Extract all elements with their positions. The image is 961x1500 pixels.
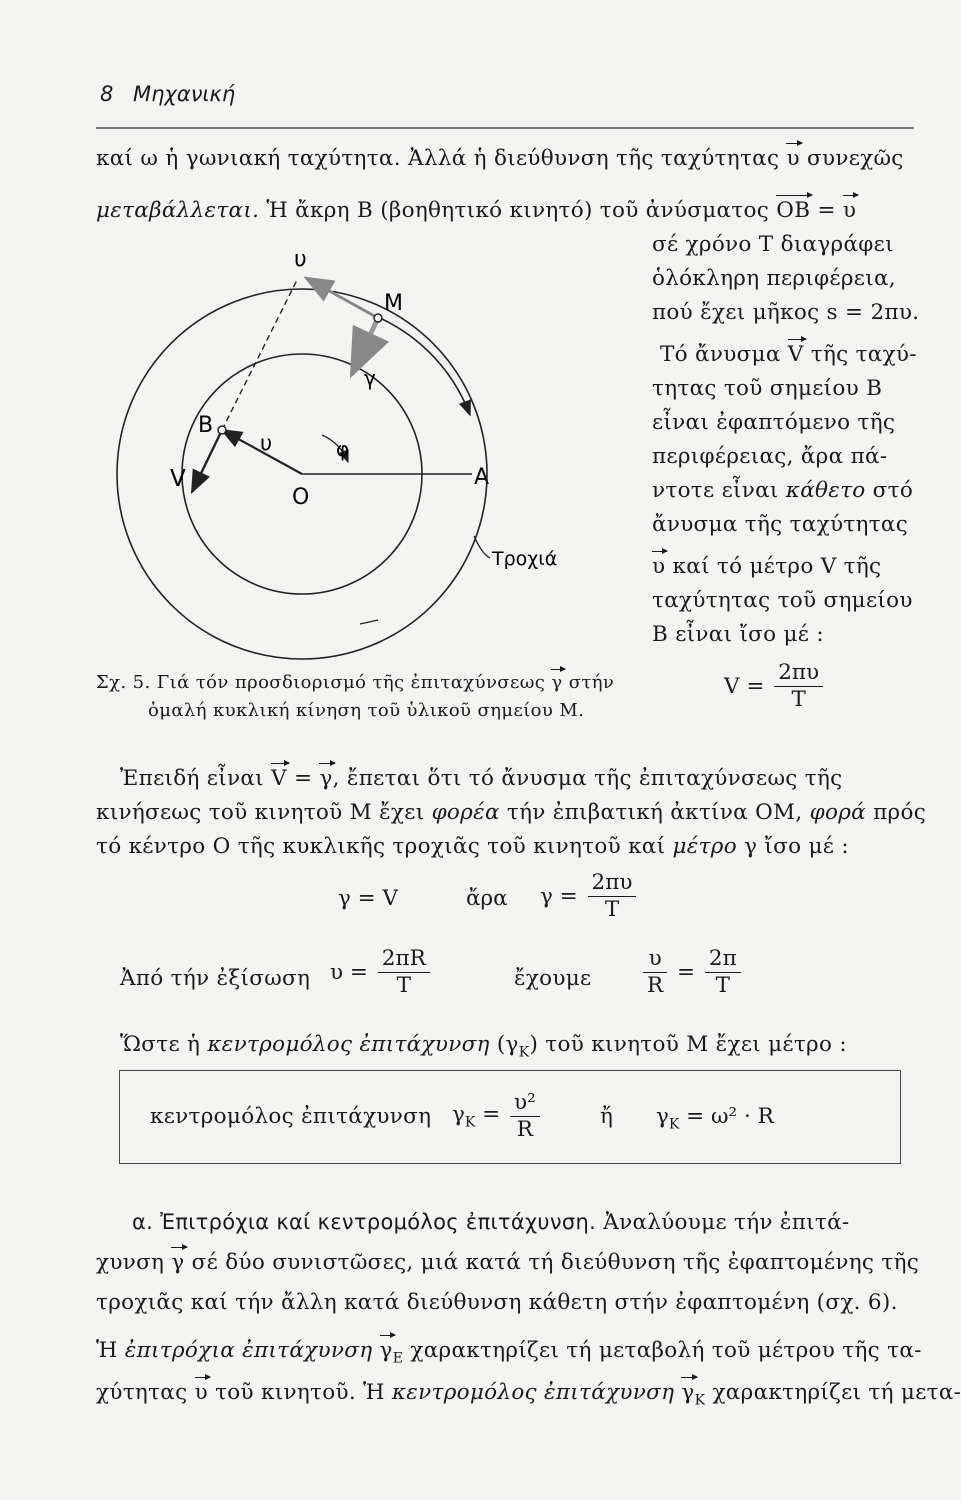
section-line-4: Ἡ ἐπιτρόχια ἐπιτάχυνση $\gamma_E$ χαρακτηρίζει τή μεταβολή τοῦ μέτρου τῆς τα- [96, 1338, 922, 1367]
p2-line-1: Ἐπειδή εἶναι V = γ, ἔπεται ὅτι τό ἄνυσμα τῆς ἐπιταχύνσεως τῆς [120, 766, 843, 791]
section-line-3: τροχιᾶς καί τήν ἄλλη κατά διεύθυνση κάθετη στήν ἐφαπτομένη (σχ. 6). [96, 1290, 898, 1315]
side-line-7: περιφέρειας, ἄρα πά- [652, 444, 888, 469]
label-upsilon-radius: υ [260, 431, 273, 455]
section-title: α. Ἐπιτρόχια καί κεντρομόλος ἐπιτάχυνση. [132, 1210, 597, 1234]
section-line-2: χυνση γ σέ δύο συνιστῶσες, μιά κατά τή διεύθυνση τῆς ἐφαπτομένης τῆς [96, 1250, 920, 1275]
eq2-prefix: Ἀπό τήν ἐξίσωση [120, 966, 311, 991]
p2-line-3: τό κέντρο Ο τῆς κυκλικῆς τροχιᾶς τοῦ κινητοῦ καί μέτρο γ ἴσο μέ : [96, 834, 849, 859]
side-line-10: υ καί τό μέτρο V τῆς [652, 554, 882, 579]
page-number: 8 [100, 82, 114, 106]
section-line-5: χύτητας υ τοῦ κινητοῦ. Ἡ κεντρομόλος ἐπιτάχυνση $\gamma_K$ χαρακτηρίζει τή μετα- [96, 1380, 961, 1409]
p3-line: Ὥστε ἡ κεντρομόλος ἐπιτάχυνση $(\gamma_K)$ τοῦ κινητοῦ Μ ἔχει μέτρο : [120, 1032, 847, 1061]
side-line-1: σέ χρόνο Τ διαγράφει [652, 232, 894, 257]
side-formula: V = $\frac{2\pi\upsilon}{T}$ [724, 660, 826, 713]
label-M: M [384, 291, 403, 316]
header-rule [96, 127, 914, 129]
figure-caption-1: Σχ. 5. Γιά τόν προσδιορισμό τῆς ἐπιταχύνσεως γ στήν [96, 672, 615, 693]
label-V: V [170, 466, 186, 492]
side-line-11: ταχύτητας τοῦ σημείου [652, 588, 913, 613]
label-gamma: γ [364, 366, 376, 390]
side-line-9: ἄνυσμα τῆς ταχύτητας [652, 512, 909, 537]
side-line-3: πού ἔχει μῆκος s = 2πυ. [652, 300, 920, 325]
eq1-gamma-formula: γ = $\frac{2\pi\upsilon}{T}$ [540, 870, 639, 923]
side-line-2: ὁλόκληρη περιφέρεια, [652, 266, 896, 291]
figure-caption-2: ὁμαλή κυκλική κίνηση τοῦ ὑλικοῦ σημείου Μ. [148, 700, 585, 721]
running-title: Μηχανική [133, 82, 236, 106]
figure-circular-motion [110, 240, 670, 660]
trajectory-pointer [360, 620, 378, 624]
label-upsilon-top: υ [294, 247, 307, 272]
velocity-upsilon [306, 278, 378, 318]
label-A: A [474, 465, 490, 490]
side-line-6: εἶναι ἐφαπτόμενο τῆς [652, 410, 896, 435]
eq2-ratio: $\frac{\upsilon}{R}$ = $\frac{2\pi}{T}$ [640, 946, 744, 999]
trajectory-label-pointer [474, 536, 490, 558]
point-B [218, 426, 226, 434]
side-line-5: τητας τοῦ σημείου Β [652, 376, 883, 401]
box-formula-2: $\gamma_K = \omega^2 \cdot R$ [656, 1104, 774, 1133]
side-line-12: Β εἶναι ἴσο μέ : [652, 622, 824, 647]
p2-line-2: κινήσεως τοῦ κινητοῦ Μ ἔχει φορέα τήν ἐπιβατική ἀκτίνα ΟΜ, φορά πρός [96, 800, 927, 825]
vector-V [192, 430, 222, 492]
direction-arc [380, 318, 470, 415]
p1-line-2: μεταβάλλεται. Ἡ ἄκρη Β (βοηθητικό κινητό) τοῦ ἀνύσματος OB = υ [96, 198, 857, 223]
eq2-upsilon-formula: υ = $\frac{2\pi R}{T}$ [330, 946, 433, 999]
label-B: B [198, 413, 214, 438]
box-formula-1: $\gamma_K$ = $\frac{\text{υ²}}{R}$ [452, 1090, 543, 1143]
box-or: ἤ [600, 1104, 614, 1129]
side-line-4: Τό ἄνυσμα V τῆς ταχύ- [660, 342, 917, 367]
label-phi: φ [336, 437, 350, 461]
label-O: O [292, 485, 310, 510]
eq1-gamma-V: γ = V [338, 886, 399, 911]
label-trajectory: Τροχιά [492, 548, 558, 570]
section-line-1: α. Ἐπιτρόχια καί κεντρομόλος ἐπιτάχυνση. Ἀναλύουμε τήν ἐπιτά- [132, 1210, 850, 1235]
dashed-line [222, 278, 298, 430]
eq2-mid: ἔχουμε [514, 966, 592, 991]
eq1-ara: ἄρα [466, 886, 508, 911]
point-M [374, 314, 382, 322]
side-line-8: ντοτε εἶναι κάθετο στό [652, 478, 914, 503]
p1-line-1: καί ω ἡ γωνιακή ταχύτητα. Ἀλλά ἡ διεύθυνση τῆς ταχύτητας υ συνεχῶς [96, 146, 904, 171]
box-label: κεντρομόλος ἐπιτάχυνση [150, 1104, 432, 1129]
